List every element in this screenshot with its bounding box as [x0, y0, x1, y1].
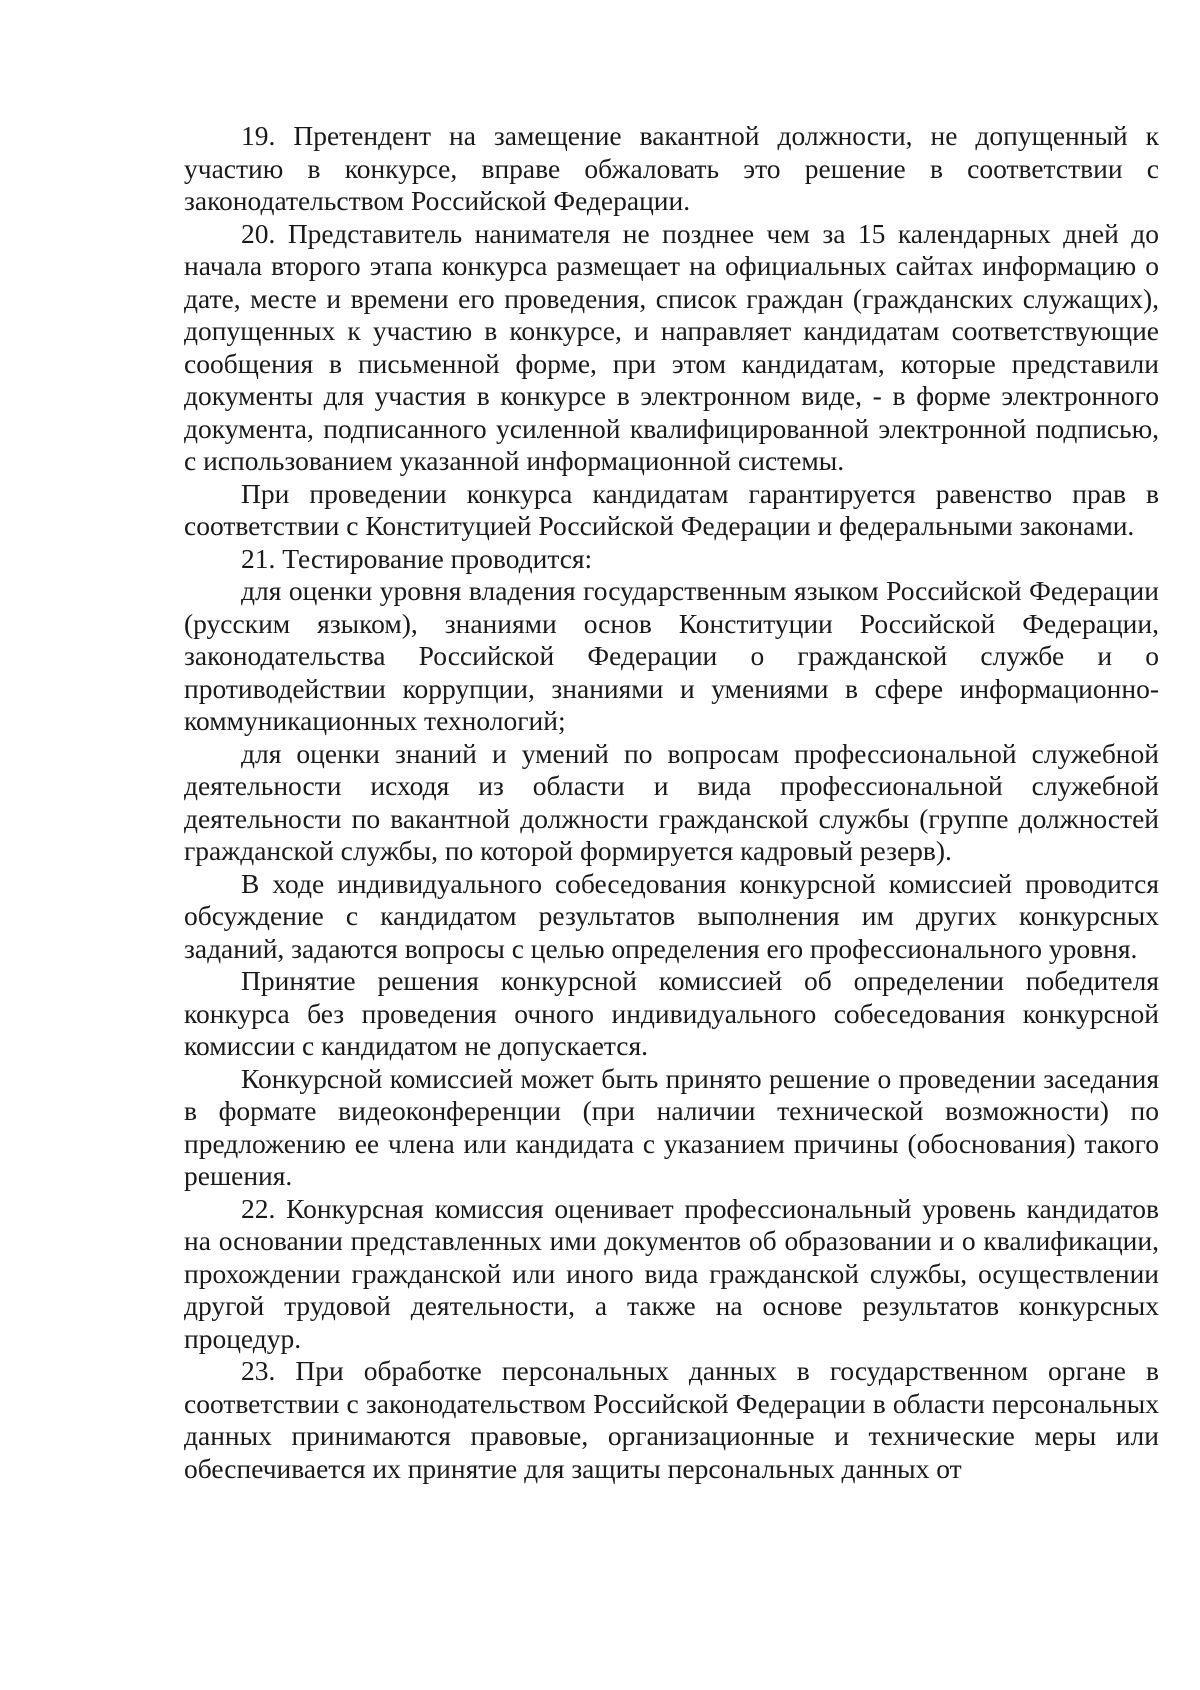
paragraph-22: 22. Конкурсная комиссия оценивает профессиональный уровень кандидатов на основании представленных ими документов об образовании и о квалификации, прохождении гражданской или иного вида гражданской службы, осуществлении другой трудовой деятельности, а также на основе результатов конкурсных процедур. — [184, 1192, 1159, 1354]
paragraph-decision: Принятие решения конкурсной комиссией об определении победителя конкурса без проведения очного индивидуального собеседования конкурсной комиссии с кандидатом не допускается. — [184, 965, 1159, 1061]
paragraph-23: 23. При обработке персональных данных в государственном органе в соответствии с законодательством Российской Федерации в области персональных данных принимаются правовые, организационные и технические меры или обеспечивается их принятие для защиты персональных данных от — [184, 1355, 1159, 1484]
paragraph-21: 21. Тестирование проводится: — [241, 542, 593, 574]
paragraph-19: 19. Претендент на замещение вакантной должности, не допущенный к участию в конкурсе, вправе обжаловать это решение в соответствии с законодательством Российской Федерации. — [184, 120, 1159, 216]
paragraph-21-item-professional: для оценки знаний и умений по вопросам профессиональной служебной деятельности исходя из области и вида профессиональной служебной деятельности по вакантной должности гражданской службы (группе должностей гражданской службы, по которой формируется кадровый резерв). — [184, 737, 1159, 866]
paragraph-interview: В ходе индивидуального собеседования конкурсной комиссией проводится обсуждение с кандидатом результатов выполнения им других конкурсных заданий, задаются вопросы с целью определения его профессионального уровня. — [184, 867, 1159, 964]
paragraph-videoconference: Конкурсной комиссией может быть принято решение о проведении заседания в формате видеоконференции (при наличии технической возможности) по предложению ее члена или кандидата с указанием причины (обоснования) такого решения. — [184, 1062, 1159, 1191]
paragraph-20: 20. Представитель нанимателя не позднее чем за 15 календарных дней до начала второго этапа конкурса размещает на официальных сайтах информацию о дате, месте и времени его проведения, список граждан (гражданских служащих), допущенных к участию в конкурсе, и направляет кандидатам соответствующие сообщения в письменной форме, при этом кандидатам, которые представили документы для участия в конкурсе в электронном виде, - в форме электронного документа, подписанного усиленной квалифицированной электронной подписью, с использованием указанной информационной системы. — [184, 217, 1159, 476]
paragraph-21-item-language: для оценки уровня владения государственным языком Российской Федерации (русским языком), знаниями основ Конституции Российской Федерации, законодательства Российской Федерации о гражданской службе и о противодействии коррупции, знаниями и умениями в сфере информационно-коммуникационных технологий; — [184, 575, 1159, 736]
document-body — [184, 120, 1159, 1485]
paragraph-equal-rights: При проведении конкурса кандидатам гарантируется равенство прав в соответствии с Конституцией Российской Федерации и федеральными законами. — [184, 477, 1159, 541]
